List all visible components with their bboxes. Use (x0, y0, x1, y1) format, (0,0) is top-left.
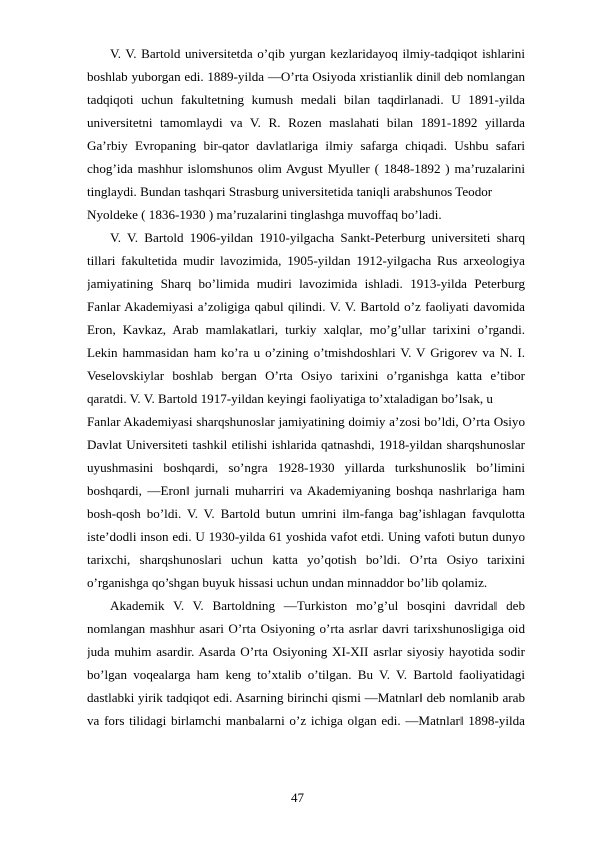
text-line: Fanlar Akademiyasi sharqshunoslar jamiyatining doimiy a’zosi bo’ldi, O’rta Osiyo (87, 414, 525, 429)
text-line: Akademik V. V. Bartoldning ―Turkiston mo’g’ul bosqini davrida‖ deb (110, 598, 525, 613)
text-line: V. V. Bartold 1906-yildan 1910-yilgacha Sankt-Peterburg universiteti sharq (110, 230, 525, 245)
text-line: dastlabki yirik tadqiqot edi. Asarning birinchi qismi ―Matnlar‖ deb nomlanib arab (87, 690, 525, 705)
text-line: Veselovskiylar boshlab bergan O’rta Osiyo tarixini o’rganishga katta e’tibor (87, 368, 525, 383)
text-line: va fors tilidagi birlamchi manbalarni o’z ichiga olgan edi. ―Matnlar‖ 1898-yilda (87, 713, 525, 728)
text-line: boshqardi, ―Eron‖ jurnali muharriri va Akademiyaning boshqa nashrlariga ham (87, 483, 525, 498)
text-line: nomlangan mashhur asari O’rta Osiyoning o’rta asrlar davri tarixshunosligiga oid (87, 621, 525, 636)
text-line: iste’dodli inson edi. U 1930-yilda 61 yoshida vafot etdi. Uning vafoti butun dunyo (87, 529, 525, 544)
text-line: tillari fakultetida mudir lavozimida, 1905-yildan 1912-yilgacha Rus arxeologiya (87, 253, 525, 268)
text-line: tinglaydi. Bundan tashqari Strasburg universitetida taniqli arabshunos Teodor (87, 184, 493, 199)
text-line: juda muhim asardir. Asarda O’rta Osiyoning XI-XII asrlar siyosiy hayotida sodir (87, 644, 525, 659)
text-line: chog’ida mashhur islomshunos olim Avgust Myuller ( 1848-1892 ) ma’ruzalarini (87, 161, 525, 176)
text-line: Fanlar Akademiyasi a’zoligiga qabul qilindi. V. V. Bartold o’z faoliyati davomida (87, 299, 525, 314)
text-line: o’rganishga qo’shgan buyuk hissasi uchun undan minnaddor bo’lib qolamiz. (87, 575, 488, 590)
text-line: Eron, Kavkaz, Arab mamlakatlari, turkiy xalqlar, mo’g’ullar tarixini o’rgandi. (87, 322, 525, 337)
text-line: jamiyatining Sharq bo’limida mudiri lavozimida ishladi. 1913-yilda Peterburg (87, 276, 525, 291)
text-line: universitetni tamomlaydi va V. R. Rozen maslahati bilan 1891-1892 yillarda (87, 115, 525, 130)
text-line: Ga’rbiy Evropaning bir-qator davlatlariga ilmiy safarga chiqadi. Ushbu safari (87, 138, 525, 153)
text-line: bo’lgan voqealarga ham keng to’xtalib o’tilgan. Bu V. V. Bartold faoliyatidagi (87, 667, 525, 682)
text-line: Nyoldeke ( 1836-1930 ) ma’ruzalarini tinglashga muvoffaq bo’ladi. (87, 207, 442, 222)
text-line: Lekin hammasidan ham ko’ra u o’zining o’tmishdoshlari V. V Grigorev va N. I. (87, 345, 525, 360)
text-line: boshlab yuborgan edi. 1889-yilda ―O’rta Osiyoda xristianlik dini‖ deb nomlangan (87, 69, 525, 84)
text-line: bosh-qosh bo’ldi. V. V. Bartold butun umrini ilm-fanga bag’ishlagan favqulotta (87, 506, 525, 521)
text-line: qaratdi. V. V. Bartold 1917-yildan keyingi faoliyatiga to’xtaladigan bo’lsak, u (87, 391, 493, 406)
text-line: Davlat Universiteti tashkil etilishi ishlarida qatnashdi, 1918-yildan sharqshunoslar (87, 437, 525, 452)
text-line: tarixchi, sharqshunoslari uchun katta yo’qotish bo’ldi. O’rta Osiyo tarixini (87, 552, 525, 567)
page-number: 47 (291, 790, 304, 805)
text-line: V. V. Bartold universitetda o’qib yurgan kezlaridayoq ilmiy-tadqiqot ishlarini (110, 46, 525, 61)
text-line: uyushmasini boshqardi, so’ngra 1928-1930 yillarda turkshunoslik bo’limini (87, 460, 525, 475)
text-line: tadqiqoti uchun fakultetning kumush medali bilan taqdirlanadi. U 1891-yilda (87, 92, 525, 107)
